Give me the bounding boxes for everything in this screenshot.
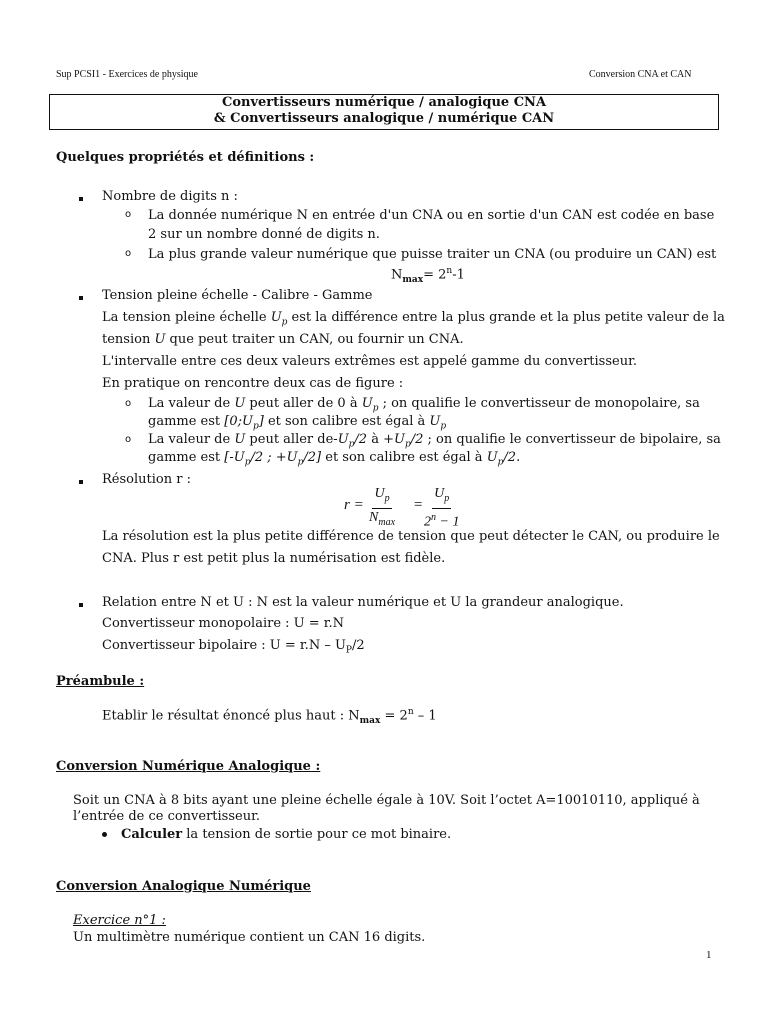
fraction-up-over-nmax: $U_p$ $N_{max}$ — [369, 486, 396, 528]
relation-heading: Relation entre N et U : N est la valeur numérique et U la grandeur analogique. — [102, 595, 624, 610]
case2-line2: gamme est [$-U_p/2$ ; $+U_p/2$] et son calibre est égal à $U_p/2$. — [148, 450, 521, 468]
title-line-1: Convertisseurs numérique / analogique CNA — [221, 95, 547, 110]
cna-bullet: Calculer la tension de sortie pour ce mot binaire. — [121, 827, 452, 842]
exercise-1-line1: Un multimètre numérique contient un CAN 16 digits. — [73, 930, 426, 945]
square-bullet — [79, 480, 83, 484]
digits-sub2: La plus grande valeur numérique que puisse traiter un CNA (ou produire un CAN) est — [148, 247, 717, 262]
formula-r: r = — [344, 497, 364, 513]
digits-sub1-line1: La donnée numérique N en entrée d'un CNA ou en sortie d'un CAN est codée en base — [148, 208, 715, 223]
tension-line4: En pratique on rencontre deux cas de figure : — [102, 376, 404, 391]
nmax-formula: $N_{max}= 2^n-1$ — [391, 266, 465, 285]
cna-line2: l’entrée de ce convertisseur. — [73, 809, 261, 824]
resolution-text-line1: La résolution est la plus petite différence de tension que peut détecter le CAN, ou produire le — [102, 529, 720, 544]
tension-heading: Tension pleine échelle - Calibre - Gamme — [102, 288, 373, 303]
case1-line2: gamme est $[0;U_p]$ et son calibre est égal à $U_p$ — [148, 414, 447, 432]
digits-sub1-line2: 2 sur un nombre donné de digits n. — [148, 227, 380, 242]
preambule-text: Etablir le résultat énoncé plus haut : $N_{max} = 2^n - 1$ — [102, 707, 437, 726]
tension-line3: L'intervalle entre ces deux valeurs extrêmes est appelé gamme du convertisseur. — [102, 354, 637, 369]
title-line-2: & Convertisseurs analogique / numérique CAN — [213, 111, 555, 126]
relation-bipolar: Convertisseur bipolaire : $U = r.N - U_P/2$ — [102, 638, 365, 656]
circle-bullet: o — [125, 248, 132, 259]
tension-line2: tension U que peut traiter un CAN, ou fournir un CNA. — [102, 332, 464, 347]
relation-monopolar: Convertisseur monopolaire : U = r.N — [102, 616, 345, 631]
case2-line1: La valeur de U peut aller $de-U_p/2$ à $+U_p/2$ ; on qualifie le convertisseur de bipolaire, sa — [148, 432, 721, 450]
section-properties-heading: Quelques propriétés et définitions : — [56, 150, 315, 165]
digits-heading: Nombre de digits n : — [102, 189, 238, 204]
formula-equals: = — [413, 497, 424, 513]
square-bullet — [79, 197, 83, 201]
resolution-heading: Résolution r : — [102, 472, 191, 487]
square-bullet — [79, 603, 83, 607]
tension-line1: La tension pleine échelle $U_p$ est la différence entre la plus grande et la plus petite valeur de la — [102, 310, 725, 328]
round-bullet — [102, 832, 107, 837]
square-bullet — [79, 296, 83, 300]
header-left: Sup PCSI1 - Exercices de physique — [56, 69, 198, 80]
resolution-text-line2: CNA. Plus r est petit plus la numérisation est fidèle. — [102, 551, 446, 566]
exercise-1-title: Exercice n°1 : — [73, 913, 166, 928]
cna-heading: Conversion Numérique Analogique : — [56, 759, 321, 774]
page-number: 1 — [706, 949, 712, 961]
circle-bullet: o — [125, 209, 132, 220]
can-heading: Conversion Analogique Numérique — [56, 879, 311, 894]
fraction-up-over-2n-1: $\frac{U_p}{2^n - 1}$ — [424, 486, 460, 530]
circle-bullet: o — [125, 398, 132, 409]
case1-line1: La valeur de U peut aller de 0 à $U_p$ ; on qualifie le convertisseur de monopolaire, sa — [148, 396, 700, 414]
header-right: Conversion CNA et CAN — [589, 69, 692, 80]
preambule-heading: Préambule : — [56, 674, 145, 689]
circle-bullet: o — [125, 434, 132, 445]
title-box — [49, 94, 719, 130]
cna-line1: Soit un CNA à 8 bits ayant une pleine échelle égale à 10V. Soit l’octet A=10010110, appliqué à — [73, 793, 700, 808]
